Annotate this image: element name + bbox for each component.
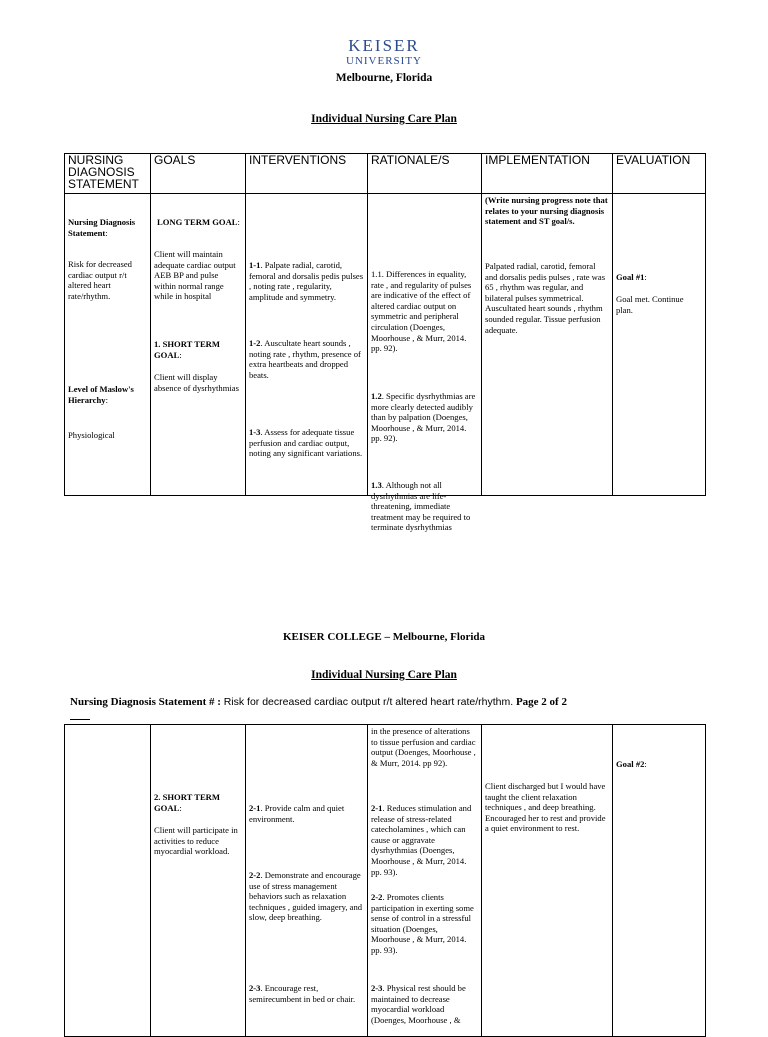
diagnosis-cell [65, 725, 151, 1037]
nursing-diagnosis-statement-line: Nursing Diagnosis Statement # : Risk for decreased cardiac output r/t altered heart rate/rhythm. Page 2 of 2 [70, 696, 567, 708]
evaluation-cell: Goal #1: Goal met. Continue plan. [613, 194, 706, 496]
rationale-continued: in the presence of alterations to tissue perfusion and cardiac output (Doenges, Moorhouse , & Murr, 2014. pp 92). [371, 726, 476, 768]
logo-subtitle: UNIVERSITY [346, 55, 422, 67]
intervention-item: 1-2. Auscultate heart sounds , noting rate , rhythm, presence of extra heartbeats and dropped beats. [249, 338, 361, 380]
rationale-item: 2-1. Reduces stimulation and release of stress-related catecholamines , which can cause or aggravate dysrhythmias (Doenges, Moorhouse , & Murr, 2014. pp. 93). [371, 803, 472, 877]
implementation-cell [482, 194, 613, 496]
logo-wordmark: KEISER [348, 36, 420, 55]
header-interventions: INTERVENTIONS [246, 154, 368, 194]
table-header-row [65, 154, 706, 194]
rationales-cell [368, 194, 482, 533]
location: Melbourne, Florida [335, 72, 433, 84]
page2-title: Individual Nursing Care Plan [311, 669, 457, 681]
intervention-item: 1-1. Palpate radial, carotid, femoral and dorsalis pedis pulses , noting rate , regularity, amplitude and symmetry. [249, 260, 364, 302]
evaluation-goal-label: Goal #1 [616, 272, 645, 282]
implementation-note: (Write nursing progress note that relates to your nursing diagnosis statement and ST goal/s. [485, 195, 608, 227]
page-title: Individual Nursing Care Plan [311, 113, 457, 125]
diagnosis-cell: Nursing Diagnosis Statement: Risk for decreased cardiac output r/t altered heart rate/rhythm. Level of Maslow's Hierarchy: Physiological [65, 194, 151, 496]
maslow-label: Level of Maslow's Hierarchy [68, 384, 134, 405]
rationale-item: 1.1. Differences in equality, rate , and regularity of pulses are indicative of the effect of altered cardiac output on symmetric and peripheral circulation (Doenges, Moorhouse , & Murr, 2014. pp. 92). [371, 269, 472, 354]
diagnosis-label: Nursing Diagnosis Statement [68, 217, 136, 238]
rationale-item: 1.2. Specific dysrhythmias are more clearly detected audibly than by palpation (Doenges, Moorhouse , & Murr, 2014. pp. 92). [371, 391, 476, 444]
evaluation-text: Goal met. Continue plan. [616, 294, 684, 315]
long-term-goal-label: LONG TERM GOAL [157, 217, 238, 227]
header-implementation: IMPLEMENTATION [482, 154, 613, 194]
underline-rule [70, 719, 90, 720]
short-term-goal-text: Client will display absence of dysrhythmias [154, 372, 239, 393]
short-term-goal-text: Client will participate in activities to reduce myocardial workload. [154, 825, 238, 857]
rationale-item: 2-3. Physical rest should be maintained to decrease myocardial workload (Doenges, Moorhouse , & [371, 983, 466, 1025]
evaluation-cell: Goal #2: [613, 725, 706, 1037]
page2-heading: KEISER COLLEGE – Melbourne, Florida [283, 631, 485, 643]
maslow-value: Physiological [68, 430, 115, 440]
interventions-cell [246, 194, 368, 496]
intervention-item: 2-3. Encourage rest, semirecumbent in bed or chair. [249, 983, 356, 1004]
interventions-cell [246, 725, 368, 1037]
short-term-goal-label: 2. SHORT TERM GOAL [154, 792, 220, 813]
rationale-item: 1.3. Although not all dysrhythmias are life-threatening, immediate treatment may be required to terminate dysrhythmias [371, 480, 471, 533]
header-goals: GOALS [151, 154, 246, 194]
rationale-item: 2-2. Promotes clients participation in exerting some sense of control in a stressful situation (Doenges, Moorhouse , & Murr, 2014. pp. 93). [371, 892, 474, 955]
care-plan-table [64, 153, 706, 533]
long-term-goal-text: Client will maintain adequate cardiac output AEB BP and pulse within normal range while in hospital [154, 249, 236, 302]
table-row [65, 194, 706, 496]
rationales-cell [368, 725, 482, 1037]
care-plan-table-page2 [64, 724, 706, 1037]
implementation-text: Client discharged but I would have taught the client relaxation techniques , and deep breathing. Encouraged her to rest and provide a quiet environment to rest. [485, 781, 606, 834]
implementation-text: Palpated radial, carotid, femoral and dorsalis pedis pulses , rate was 65 , rhythm was regular, and bilateral pulses symmetrical. Auscultated heart sounds , rhythm sounded regular. Tissue perfusion adequate. [485, 261, 606, 335]
evaluation-goal-label: Goal #2 [616, 759, 645, 769]
implementation-cell [482, 725, 613, 1037]
goals-cell: LONG TERM GOAL: Client will maintain adequate cardiac output AEB BP and pulse within normal range while in hospital 1. SHORT TERM GOAL: Client will display absence of dysrhythmias [151, 194, 246, 496]
header-rationales: RATIONALE/S [368, 154, 482, 194]
header-diagnosis: NURSING DIAGNOSIS STATEMENT [65, 154, 151, 194]
intervention-item: 2-2. Demonstrate and encourage use of stress management behaviors such as relaxation techniques , guided imagery, and slow, deep breathing. [249, 870, 363, 923]
intervention-item: 1-3. Assess for adequate tissue perfusion and cardiac output, noting any significant variations. [249, 427, 363, 459]
short-term-goal-label: 1. SHORT TERM GOAL [154, 339, 220, 360]
table-row [65, 725, 706, 1037]
goals-cell: 2. SHORT TERM GOAL: Client will participate in activities to reduce myocardial workload. [151, 725, 246, 1037]
diagnosis-text: Risk for decreased cardiac output r/t altered heart rate/rhythm. [68, 259, 132, 301]
intervention-item: 2-1. Provide calm and quiet environment. [249, 803, 345, 824]
header-evaluation: EVALUATION [613, 154, 706, 194]
